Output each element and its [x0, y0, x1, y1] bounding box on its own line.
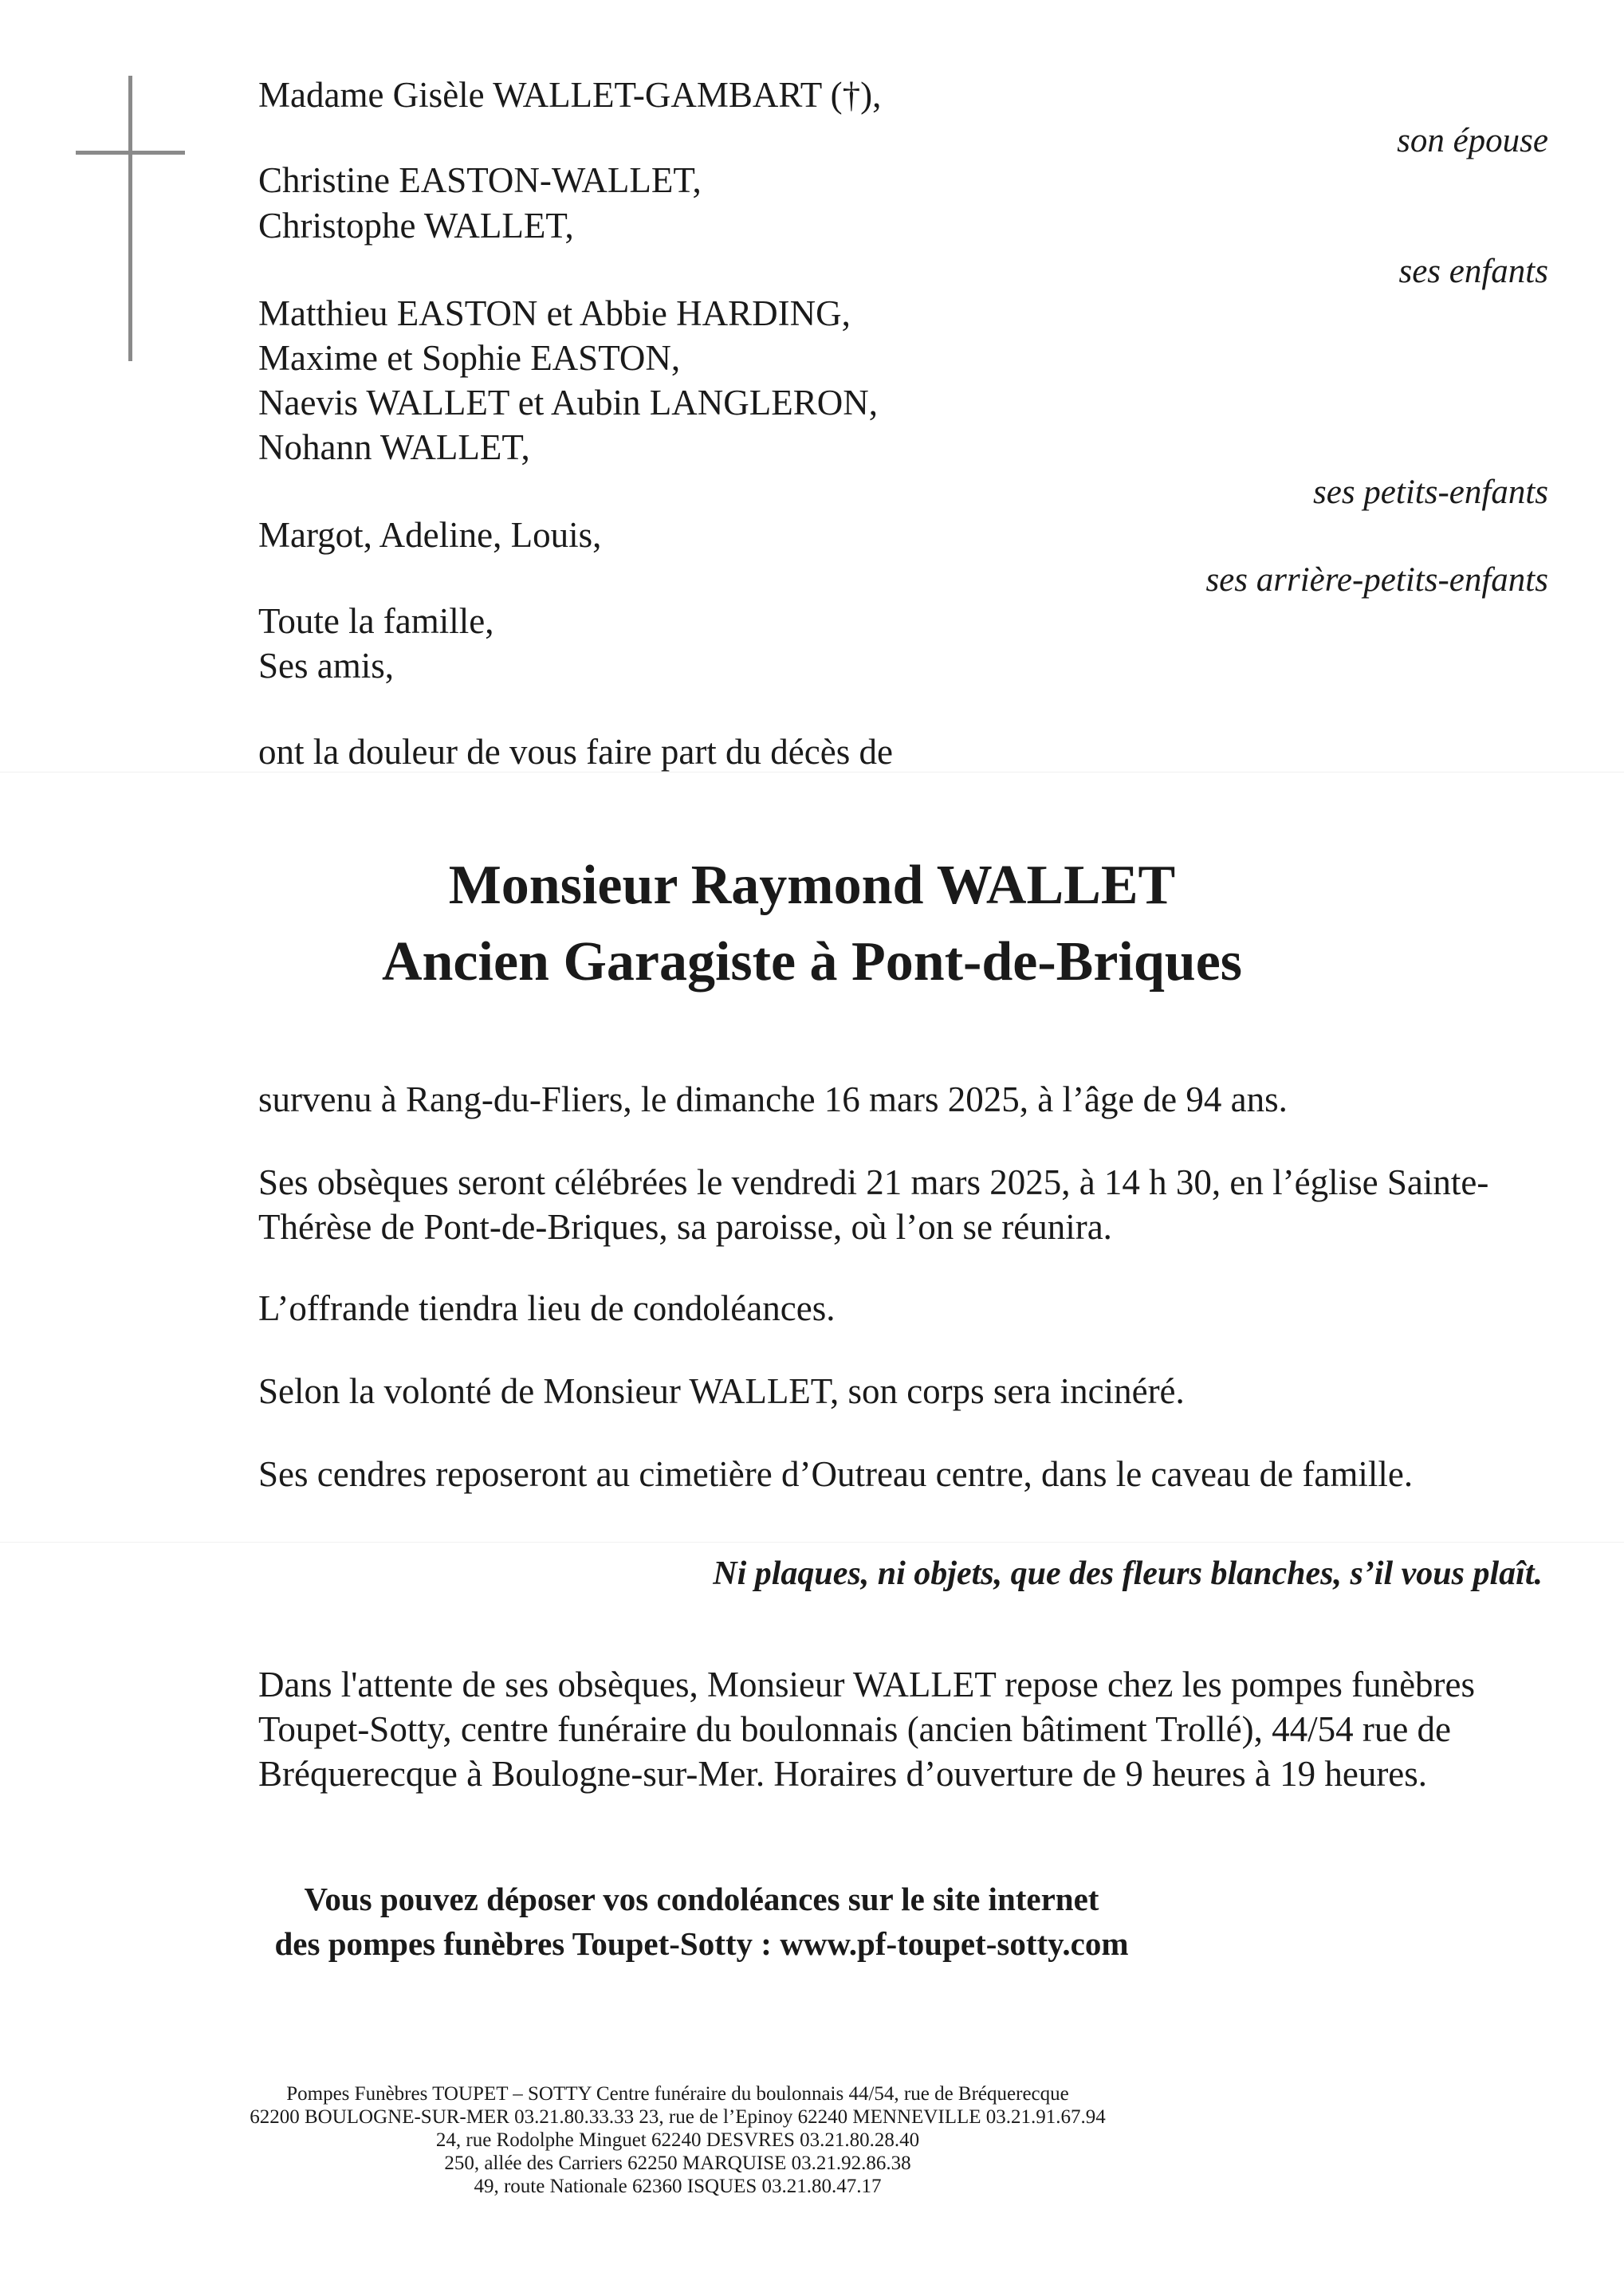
flowers-notice: Ni plaques, ni objets, que des fleurs blanches, s’il vous plaît.	[713, 1555, 1543, 1592]
family-child: Christophe WALLET,	[258, 206, 574, 246]
relation-great-grandchildren: ses arrière-petits-enfants	[1205, 561, 1548, 599]
family-grandchild: Matthieu EASTON et Abbie HARDING,	[258, 293, 851, 333]
footer-line: 250, allée des Carriers 62250 MARQUISE 03.21.92.86.38	[444, 2152, 911, 2174]
cross-vertical-bar	[128, 76, 132, 361]
family-grandchild: Maxime et Sophie EASTON,	[258, 338, 681, 378]
deceased-name: Monsieur Raymond WALLET	[448, 855, 1176, 916]
family-others: Ses amis,	[258, 646, 395, 686]
funeral-details: Thérèse de Pont-de-Briques, sa paroisse, où l’on se réunira.	[258, 1207, 1112, 1247]
death-details: survenu à Rang-du-Fliers, le dimanche 16 mars 2025, à l’âge de 94 ans.	[258, 1079, 1288, 1119]
cross-horizontal-bar	[76, 151, 185, 155]
announcement-line: ont la douleur de vous faire part du décès de	[258, 732, 893, 772]
cremation-details: Selon la volonté de Monsieur WALLET, son corps sera incinéré.	[258, 1371, 1185, 1411]
footer-line: 49, route Nationale 62360 ISQUES 03.21.80.47.17	[474, 2176, 882, 2197]
footer-line: 62200 BOULOGNE-SUR-MER 03.21.80.33.33 23, rue de l’Epinoy 62240 MENNEVILLE 03.21.91.67.94	[250, 2106, 1106, 2128]
family-grandchild: Naevis WALLET et Aubin LANGLERON,	[258, 383, 878, 423]
deceased-occupation: Ancien Garagiste à Pont-de-Briques	[381, 931, 1243, 993]
family-great-grandchildren: Margot, Adeline, Louis,	[258, 515, 602, 555]
family-spouse: Madame Gisèle WALLET-GAMBART (†),	[258, 75, 882, 115]
relation-spouse: son épouse	[1397, 122, 1548, 159]
footer-line: Pompes Funèbres TOUPET – SOTTY Centre funéraire du boulonnais 44/54, rue de Bréquerecque	[286, 2083, 1069, 2105]
condolences-text: des pompes funèbres Toupet-Sotty : www.pf-toupet-sotty.com	[274, 1925, 1129, 1962]
divider	[0, 1542, 1624, 1543]
repose-text: Bréquerecque à Boulogne-sur-Mer. Horaires d’ouverture de 9 heures à 19 heures.	[258, 1754, 1428, 1794]
divider	[0, 772, 1624, 773]
funeral-details: Ses obsèques seront célébrées le vendredi 21 mars 2025, à 14 h 30, en l’église Sainte-	[258, 1162, 1489, 1202]
family-others: Toute la famille,	[258, 601, 494, 641]
offering-details: L’offrande tiendra lieu de condoléances.	[258, 1288, 836, 1328]
relation-grandchildren: ses petits-enfants	[1313, 474, 1548, 511]
repose-text: Dans l'attente de ses obsèques, Monsieur WALLET repose chez les pompes funèbres	[258, 1665, 1476, 1704]
family-grandchild: Nohann WALLET,	[258, 427, 530, 467]
ashes-details: Ses cendres reposeront au cimetière d’Outreau centre, dans le caveau de famille.	[258, 1454, 1414, 1494]
repose-text: Toupet-Sotty, centre funéraire du boulonnais (ancien bâtiment Trollé), 44/54 rue de	[258, 1709, 1452, 1749]
condolences-text: Vous pouvez déposer vos condoléances sur le site internet	[304, 1881, 1099, 1917]
footer-line: 24, rue Rodolphe Minguet 62240 DESVRES 03.21.80.28.40	[435, 2129, 920, 2151]
relation-children: ses enfants	[1398, 253, 1548, 290]
family-child: Christine EASTON-WALLET,	[258, 160, 702, 200]
